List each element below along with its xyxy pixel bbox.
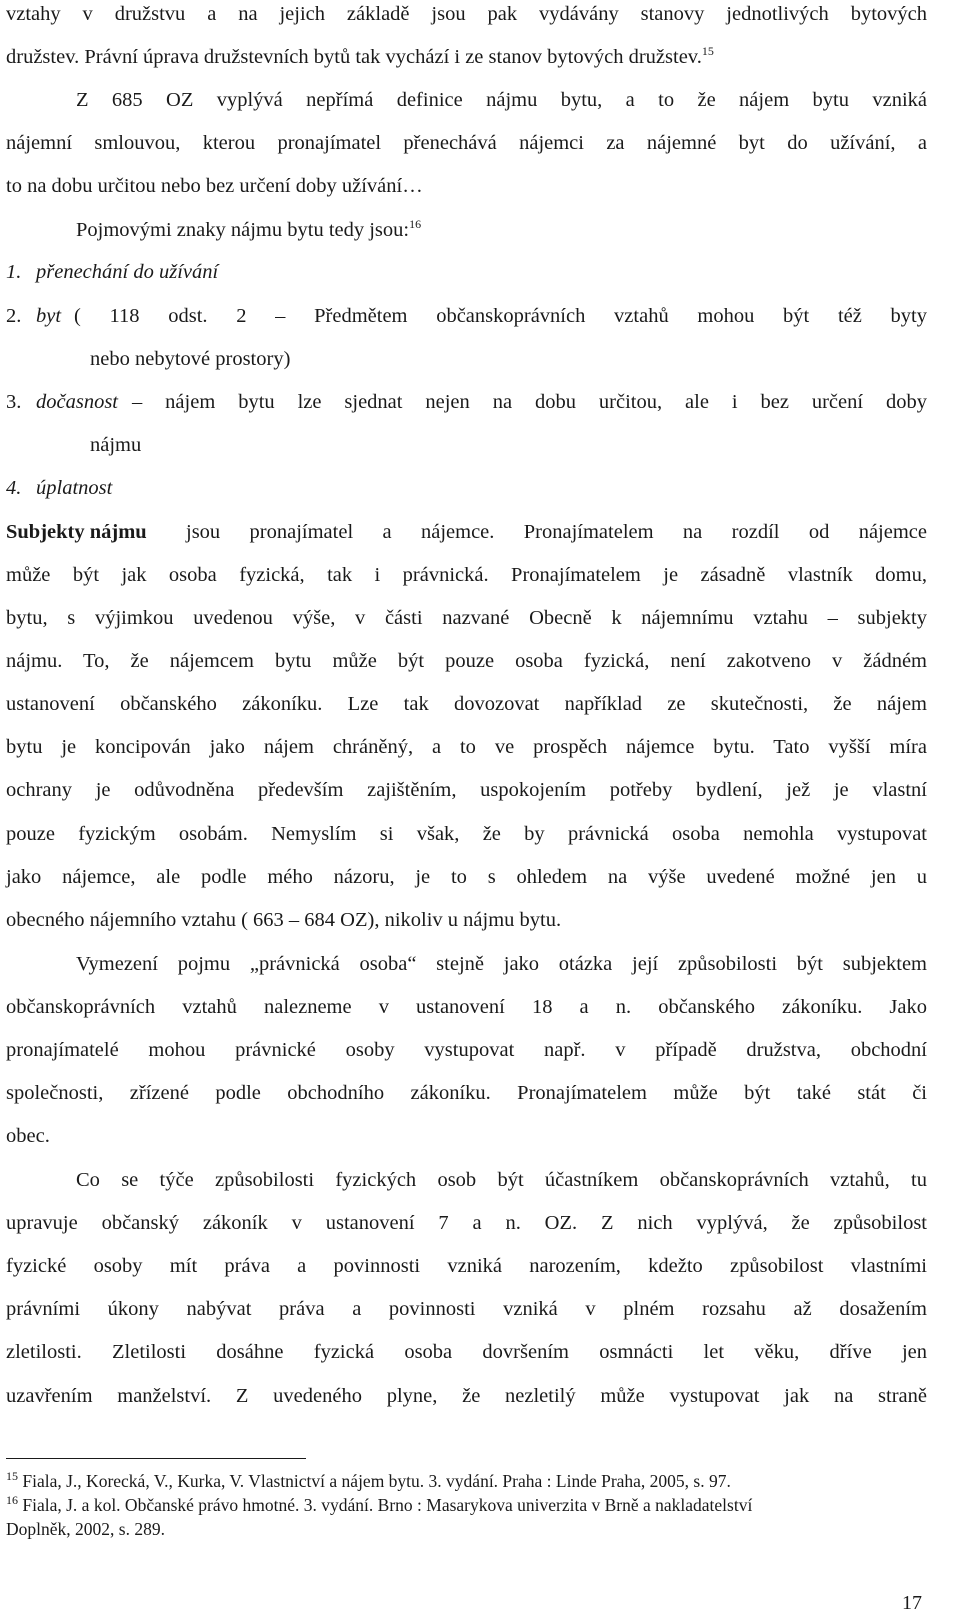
footnote-separator [6,1458,306,1459]
text-line: obec. [6,1125,50,1147]
text-line: to na dobu určitou nebo bez určení doby užívání… [6,175,423,197]
text-line: bytu, s výjimkou uvedenou výše, v části nazvané Obecně k nájemnímu vztahu – subjekty [6,607,927,629]
text-line: pouze fyzickým osobám. Nemyslím si však, že by právnická osoba nemohla vystupovat [6,823,927,845]
footnote-number: 15 [6,1469,18,1483]
text-line: Vymezení pojmu „právnická osoba“ stejně jako otázka její způsobilosti být subjektem [76,953,927,975]
text-line: fyzické osoby mít práva a povinnosti vzniká narozením, kdežto způsobilost vlastními [6,1255,927,1277]
list-item: – nájem bytu lze sjednat nejen na dobu určitou, ale i bez určení doby [132,391,927,413]
text-line: Co se týče způsobilosti fyzických osob být účastníkem občanskoprávních vztahů, tu [76,1169,927,1191]
list-item-term: byt [36,305,62,327]
text-line: Z 685 OZ vyplývá nepřímá definice nájmu bytu, a to že nájem bytu vzniká [76,89,927,111]
text-line: nájemní smlouvou, kterou pronajímatel přenechává nájemci za nájemné byt do užívání, a [6,132,927,154]
footnote-text: Fiala, J. a kol. Občanské právo hmotné. 3. vydání. Brno : Masarykova univerzita v Brně a nakladatelství [22,1495,753,1515]
document-page [6,0,958,1624]
text-line: jsou pronajímatel a nájemce. Pronajímatelem na rozdíl od nájemce [186,521,927,543]
list-item: přenechání do užívání [36,261,219,283]
text-line [6,43,927,71]
text-span: Pojmovými znaky nájmu bytu tedy jsou: [76,219,410,241]
text-line: může být jak osoba fyzická, tak i právnická. Pronajímatelem je zásadně vlastník domu, [6,564,927,586]
text-line: zletilosti. Zletilosti dosáhne fyzická osoba dovršením osmnácti let věku, dříve jen [6,1341,927,1363]
page-number: 17 [902,1592,922,1614]
text-line: upravuje občanský zákoník v ustanovení 7 a n. OZ. Z nich vyplývá, že způsobilost [6,1212,927,1234]
text-line: ustanovení občanského zákoníku. Lze tak dovozovat například ze skutečnosti, že nájem [6,693,927,715]
text-line: uzavřením manželství. Z uvedeného plyne, že nezletilý může vystupovat jak na straně [6,1385,927,1407]
footnote-continuation: Doplněk, 2002, s. 289. [6,1519,165,1539]
footnote-text: Fiala, J., Korecká, V., Kurka, V. Vlastnictví a nájem bytu. 3. vydání. Praha : Linde Praha, 2005, s. 97. [22,1471,731,1491]
footnote [6,1470,731,1492]
list-number: 1. [6,261,22,283]
text-line [76,216,927,244]
list-number: 2. [6,305,22,327]
list-item-term: dočasnost [36,391,118,413]
text-line: občanskoprávních vztahů nalezneme v ustanovení 18 a n. občanského zákoníku. Jako [6,996,927,1018]
footnote [6,1494,752,1516]
text-line: společnosti, zřízené podle obchodního zákoníku. Pronajímatelem může být také stát či [6,1082,927,1104]
text-line: bytu je koncipován jako nájem chráněný, a to ve prospěch nájemce bytu. Tato vyšší míra [6,736,927,758]
text-line: ochrany je odůvodněna především zajištěním, uspokojením potřeby bydlení, jež je vlastní [6,779,927,801]
text-line: právními úkony nabývat práva a povinnosti vzniká v plném rozsahu až dosažením [6,1298,927,1320]
text-line: obecného nájemního vztahu ( 663 – 684 OZ), nikoliv u nájmu bytu. [6,909,562,931]
text-line: nájmu. To, že nájemcem bytu může být pouze osoba fyzická, není zakotveno v žádném [6,650,927,672]
text-span: družstev. Právní úprava družstevních bytů tak vychází i ze stanov bytových družstev. [6,46,702,68]
list-item-continuation: nájmu [90,434,142,456]
footnote-ref: 16 [409,217,422,231]
bold-term: Subjekty nájmu [6,521,147,543]
list-item-continuation: nebo nebytové prostory) [90,348,291,370]
list-item: úplatnost [36,477,113,499]
text-line: jako nájemce, ale podle mého názoru, je to s ohledem na výše uvedené možné jen u [6,866,927,888]
text-line: pronajímatelé mohou právnické osoby vystupovat např. v případě družstva, obchodní [6,1039,927,1061]
list-item: ( 118 odst. 2 – Předmětem občanskoprávních vztahů mohou být též byty [74,305,927,327]
list-number: 3. [6,391,22,413]
footnote-number: 16 [6,1493,18,1507]
footnote-ref: 15 [701,44,714,58]
list-number: 4. [6,477,22,499]
text-line: vztahy v družstvu a na jejich základě jsou pak vydávány stanovy jednotlivých bytových [6,3,927,25]
